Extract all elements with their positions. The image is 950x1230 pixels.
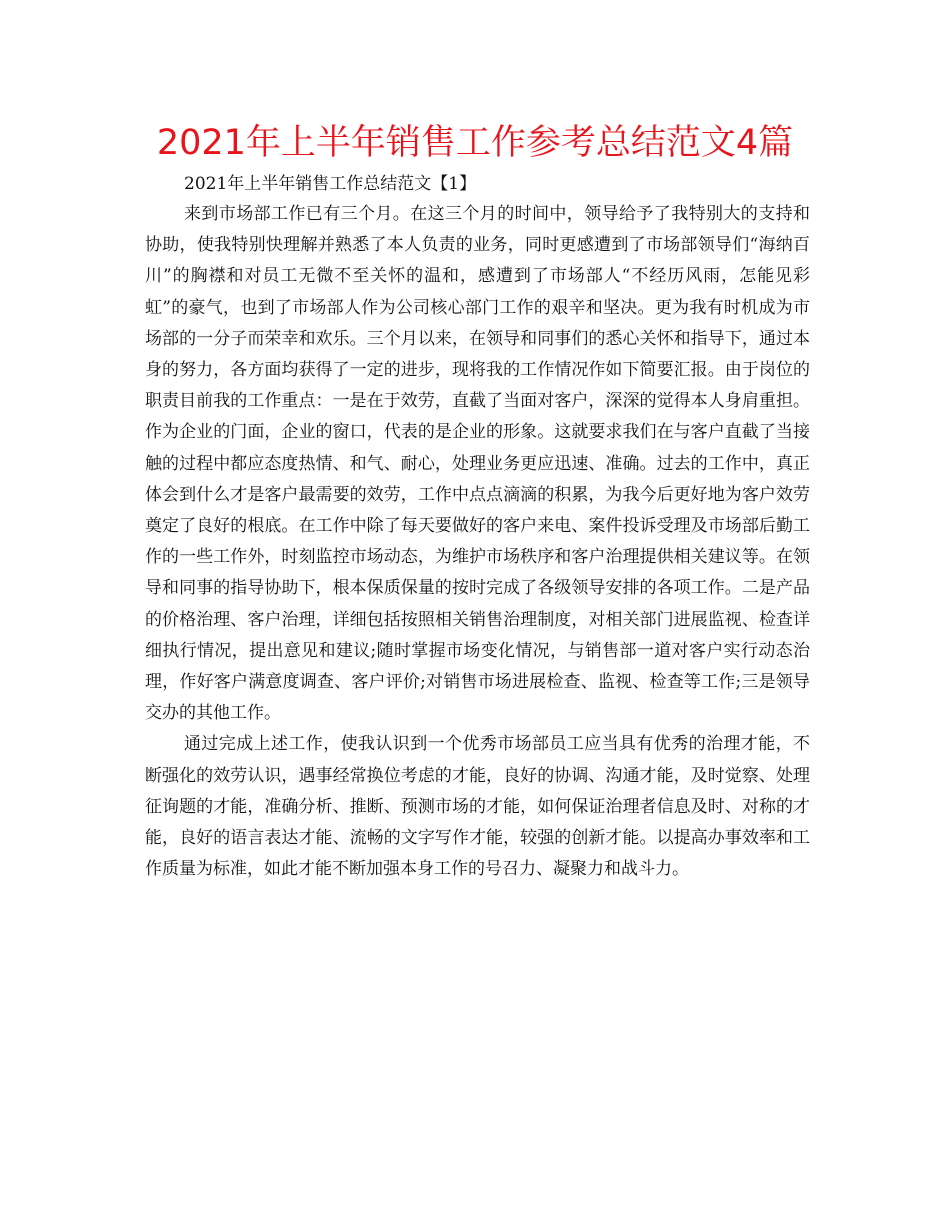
section-heading: 2021年上半年销售工作总结范文【1】 — [184, 174, 477, 194]
paragraph-1: 来到市场部工作已有三个月。在这三个月的时间中，领导给予了我特别大的支持和协助，使我特别快理解并熟悉了本人负责的业务，同时更感遭到了市场部领导们“海纳百川”的胸襟和对员工无微不至关怀的温和，感遭到了市场部人“不经历风雨，怎能见彩虹”的豪气，也到了市场部人作为公司核心部门工作的艰辛和坚决。更为我有时机成为市场部的一分子而荣幸和欢乐。三个月以来，在领导和同事们的悉心关怀和指导下，通过本身的努力，各方面均获得了一定的进步，现将我的工作情况作如下简要汇报。由于岗位的职责目前我的工作重点：一是在于效劳，直截了当面对客户，深深的觉得本人身肩重担。作为企业的门面，企业的窗口，代表的是企业的形象。这就要求我们在与客户直截了当接触的过程中都应态度热情、和气、耐心，处理业务更应迅速、准确。过去的工作中，真正体会到什么才是客户最需要的效劳，工作中点点滴滴的积累，为我今后更好地为客户效劳奠定了良好的根底。在工作中除了每天要做好的客户来电、案件投诉受理及市场部后勤工作的一些工作外，时刻监控市场动态，为维护市场秩序和客户治理提供相关建议等。在领导和同事的指导协助下，根本保质保量的按时完成了各级领导安排的各项工作。二是产品的价格治理、客户治理，详细包括按照相关销售治理制度，对相关部门进展监视、检查详细执行情况，提出意见和建议;随时掌握市场变化情况，与销售部一道对客户实行动态治理，作好客户满意度调查、客户评价;对销售市场进展检查、监视、检查等工作;三是领导交办的其他工作。 — [145, 204, 810, 724]
document-title: 2021年上半年销售工作参考总结范文4篇 — [156, 123, 794, 163]
paragraph-2: 通过完成上述工作，使我认识到一个优秀市场部员工应当具有优秀的治理才能，不断强化的效劳认识，遇事经常换位考虑的才能，良好的协调、沟通才能，及时觉察、处理征询题的才能，准确分析、推断、预测市场的才能，如何保证治理者信息及时、对称的才能，良好的语言表达才能、流畅的文字写作才能，较强的创新才能。以提高办事效率和工作质量为标准，如此才能不断加强本身工作的号召力、凝聚力和战斗力。 — [145, 734, 810, 880]
document-body — [145, 199, 810, 885]
